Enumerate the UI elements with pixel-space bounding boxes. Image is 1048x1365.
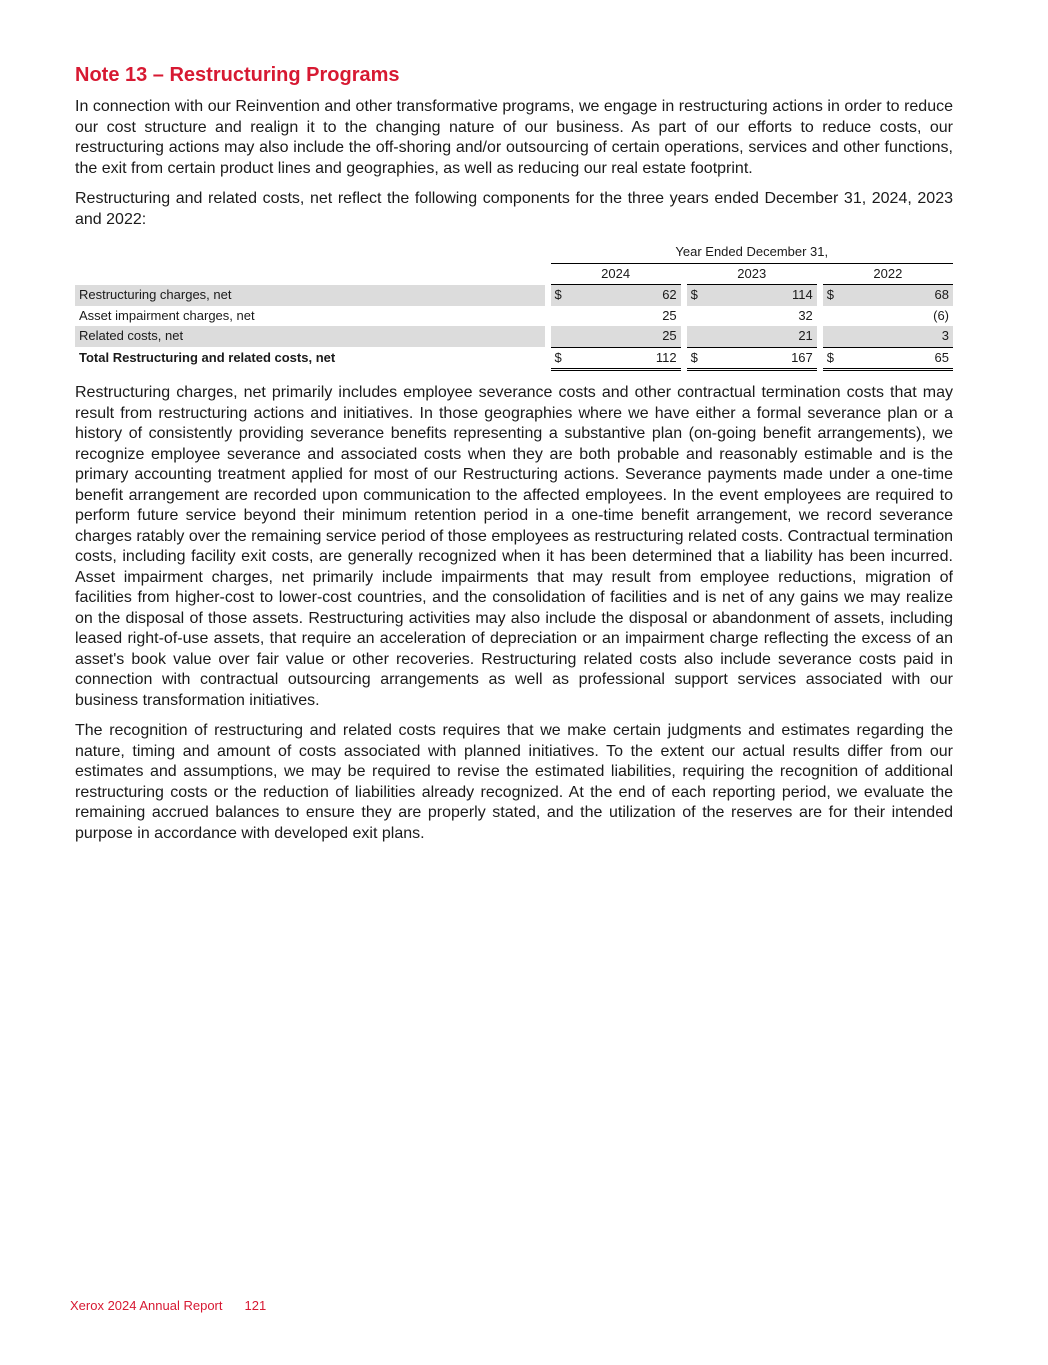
page-footer — [70, 1298, 266, 1313]
currency-symbol: $ — [823, 285, 849, 306]
value-2022: 3 — [849, 326, 953, 347]
year-header-2023: 2023 — [687, 263, 817, 285]
value-2023: 114 — [713, 285, 817, 306]
note-title: Note 13 – Restructuring Programs — [75, 64, 400, 86]
value-2023: 21 — [713, 326, 817, 347]
row-label: Restructuring charges, net — [75, 285, 545, 306]
restructuring-charges-paragraph: Restructuring charges, net primarily includes employee severance costs and other contractual termination costs that may result from restructuring actions and initiatives. In those geographies where we have either a formal severance plan or a history of consistently providing severance benefits representing a substantive plan (on-going benefit arrangements), we recognize employee severance and associated costs when they are both probable and reasonably estimable and is the primary accounting treatment applied for most of our Restructuring actions. Severance payments made under a one-time benefit arrangement are recorded upon communication to the affected employees. In the event employees are required to perform future service beyond their minimum retention period in a one-time benefit arrangement, we record severance charges ratably over the remaining service period of those employees as restructuring related costs. Contractual termination costs, including facility exit costs, are generally recognized when it has been determined that a liability has been incurred. Asset impairment charges, net primarily include impairments that may result from employee reductions, migration of facilities from higher-cost to lower-cost countries, and the consolidation of facilities and is net of any gains we may realize on the disposal of those assets. Restructuring activities may also include the disposal or abandonment of assets, including leased right-of-use assets, that require an acceleration of depreciation or an impairment charge reflecting the excess of an asset's book value over fair value or other recoveries. Restructuring related costs also include severance costs paid in connection with contractual outsourcing arrangements as well as professional support services associated with our business transformation initiatives. — [75, 384, 953, 709]
year-header-2024: 2024 — [551, 263, 681, 285]
year-header-row — [75, 263, 953, 285]
row-label: Related costs, net — [75, 326, 545, 347]
value-2024: 112 — [577, 347, 681, 370]
intro-paragraph: In connection with our Reinvention and other transformative programs, we engage in restructuring actions in order to reduce our cost structure and realign it to the changing nature of our business. As part of our efforts to reduce costs, our restructuring actions may also include the off-shoring and/or outsourcing of certain operations, services and other functions, the exit from certain product lines and geographies, as well as reducing our real estate footprint. — [75, 98, 953, 177]
currency-symbol: $ — [687, 347, 713, 370]
currency-symbol: $ — [687, 285, 713, 306]
document-body — [75, 62, 953, 854]
row-label: Total Restructuring and related costs, net — [79, 350, 336, 365]
currency-symbol: $ — [823, 347, 849, 370]
table-intro-paragraph: Restructuring and related costs, net reflect the following components for the three years ended December 31, 2024, 2023 and 2022: — [75, 190, 953, 228]
report-name: Xerox 2024 Annual Report — [70, 1298, 223, 1313]
period-header: Year Ended December 31, — [551, 242, 953, 263]
value-2024: 62 — [577, 285, 681, 306]
table-row-related-costs — [75, 326, 953, 347]
value-2022: 65 — [849, 347, 953, 370]
page-number: 121 — [244, 1298, 267, 1313]
value-2022: 68 — [849, 285, 953, 306]
recognition-paragraph: The recognition of restructuring and related costs requires that we make certain judgments and estimates regarding the nature, timing and amount of costs associated with planned initiatives. To the extent our actual results differ from our estimates and assumptions, we may be required to revise the estimated liabilities, requiring the recognition of additional restructuring costs or the reduction of liabilities already recognized. At the end of each reporting period, we evaluate the remaining accrued balances to ensure they are properly stated, and the utilization of the reserves are for their intended purpose in accordance with developed exit plans. — [75, 722, 953, 842]
currency-symbol: $ — [551, 285, 577, 306]
currency-symbol: $ — [551, 347, 577, 370]
restructuring-costs-table — [75, 242, 953, 371]
value-2023: 32 — [798, 307, 813, 323]
value-2022: (6) — [933, 307, 949, 323]
table-row-asset-impairment — [75, 306, 953, 327]
value-2024: 25 — [662, 307, 677, 323]
period-header-row — [75, 242, 953, 263]
value-2024: 25 — [577, 326, 681, 347]
table-row-restructuring-charges — [75, 285, 953, 306]
year-header-2022: 2022 — [823, 263, 953, 285]
table-row-total — [75, 347, 953, 370]
row-label: Asset impairment charges, net — [79, 307, 255, 323]
value-2023: 167 — [713, 347, 817, 370]
